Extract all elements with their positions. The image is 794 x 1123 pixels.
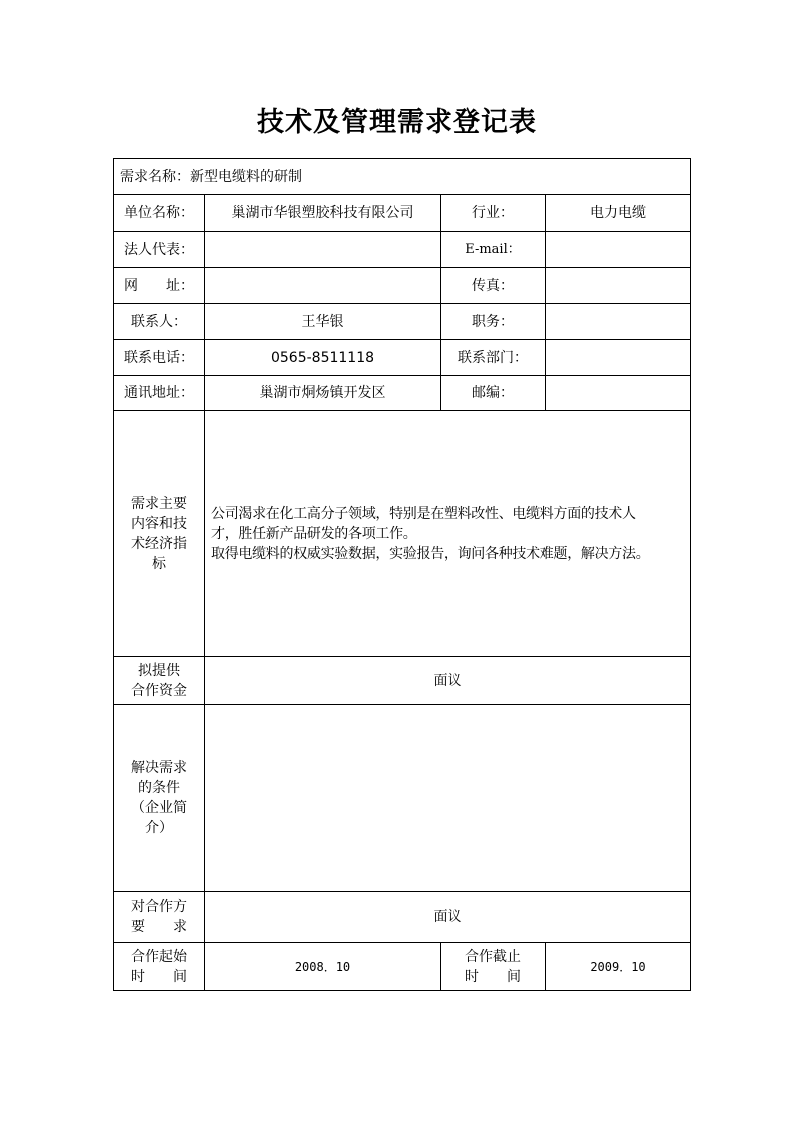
conditions-label-line: 的条件 xyxy=(138,780,180,796)
fax-label: 传真： xyxy=(441,268,546,304)
phone-label: 联系电话： xyxy=(114,340,205,376)
funds-value: 面议 xyxy=(205,657,691,705)
demand-content-line: 公司渴求在化工高分子领域，特别是在塑料改性、电缆料方面的技术人 xyxy=(211,505,636,522)
demand-name-label: 需求名称： xyxy=(120,168,190,185)
demand-content-label-line: 标 xyxy=(152,555,166,572)
position-value xyxy=(546,304,691,340)
website-label: 网 址： xyxy=(114,268,205,304)
demand-content-label-line: 术经济指 xyxy=(131,535,187,552)
address-label: 通讯地址： xyxy=(114,376,205,411)
demand-content-line: 取得电缆料的权威实验数据，实验报告，询问各种技术难题，解决方法。 xyxy=(211,545,650,562)
start-time-label-line: 合作起始 xyxy=(131,948,187,965)
registration-form xyxy=(113,158,691,991)
cooperation-value: 面议 xyxy=(205,892,691,943)
phone-value: 0565-8511118 xyxy=(205,340,441,376)
demand-content-label xyxy=(114,411,205,657)
funds-label-line: 拟提供 xyxy=(138,662,180,679)
department-label: 联系部门： xyxy=(441,340,546,376)
row-demand-content xyxy=(114,411,691,657)
start-time-value: 2008．10 xyxy=(205,943,441,991)
email-value xyxy=(546,232,691,268)
end-time-label-line: 合作截止 xyxy=(465,948,521,965)
conditions-label xyxy=(114,705,205,892)
demand-name-cell xyxy=(114,159,691,195)
conditions-label-line: （企业简 xyxy=(131,800,187,816)
row-funds xyxy=(114,657,691,705)
funds-label xyxy=(114,657,205,705)
row-cooperation xyxy=(114,892,691,943)
cooperation-label xyxy=(114,892,205,943)
row-conditions xyxy=(114,705,691,892)
cooperation-label-line: 对合作方 xyxy=(131,899,187,915)
unit-value: 巢湖市华银塑胶科技有限公司 xyxy=(205,195,441,232)
row-phone xyxy=(114,340,691,376)
row-legal-rep xyxy=(114,232,691,268)
form-title: 技术及管理需求登记表 xyxy=(257,107,537,138)
website-value xyxy=(205,268,441,304)
row-website xyxy=(114,268,691,304)
contact-value: 王华银 xyxy=(205,304,441,340)
end-time-label xyxy=(441,943,546,991)
legal-rep-label: 法人代表： xyxy=(114,232,205,268)
industry-value: 电力电缆 xyxy=(546,195,691,232)
contact-label: 联系人： xyxy=(114,304,205,340)
industry-label: 行业： xyxy=(441,195,546,232)
conditions-label-line: 介） xyxy=(145,820,173,836)
demand-content-line: 才，胜任新产品研发的各项工作。 xyxy=(211,525,417,542)
conditions-value xyxy=(205,705,691,892)
legal-rep-value xyxy=(205,232,441,268)
start-time-label-line: 时 间 xyxy=(131,968,187,985)
fax-value xyxy=(546,268,691,304)
end-time-label-line: 时 间 xyxy=(465,968,521,985)
address-value: 巢湖市烔炀镇开发区 xyxy=(205,376,441,411)
row-unit xyxy=(114,195,691,232)
row-address xyxy=(114,376,691,411)
demand-content-value xyxy=(205,411,691,657)
row-demand-name xyxy=(114,159,691,195)
department-value xyxy=(546,340,691,376)
postcode-value xyxy=(546,376,691,411)
conditions-label-line: 解决需求 xyxy=(131,760,187,776)
row-contact xyxy=(114,304,691,340)
start-time-label xyxy=(114,943,205,991)
demand-name-value: 新型电缆料的研制 xyxy=(190,168,302,185)
funds-label-line: 合作资金 xyxy=(131,682,187,699)
cooperation-label-line: 要 求 xyxy=(131,919,187,935)
postcode-label: 邮编： xyxy=(441,376,546,411)
demand-content-label-line: 需求主要 xyxy=(131,495,187,512)
row-time xyxy=(114,943,691,991)
unit-label: 单位名称： xyxy=(114,195,205,232)
position-label: 职务： xyxy=(441,304,546,340)
end-time-value: 2009．10 xyxy=(546,943,691,991)
demand-content-label-line: 内容和技 xyxy=(131,515,187,532)
email-label: E-mail： xyxy=(441,232,546,268)
